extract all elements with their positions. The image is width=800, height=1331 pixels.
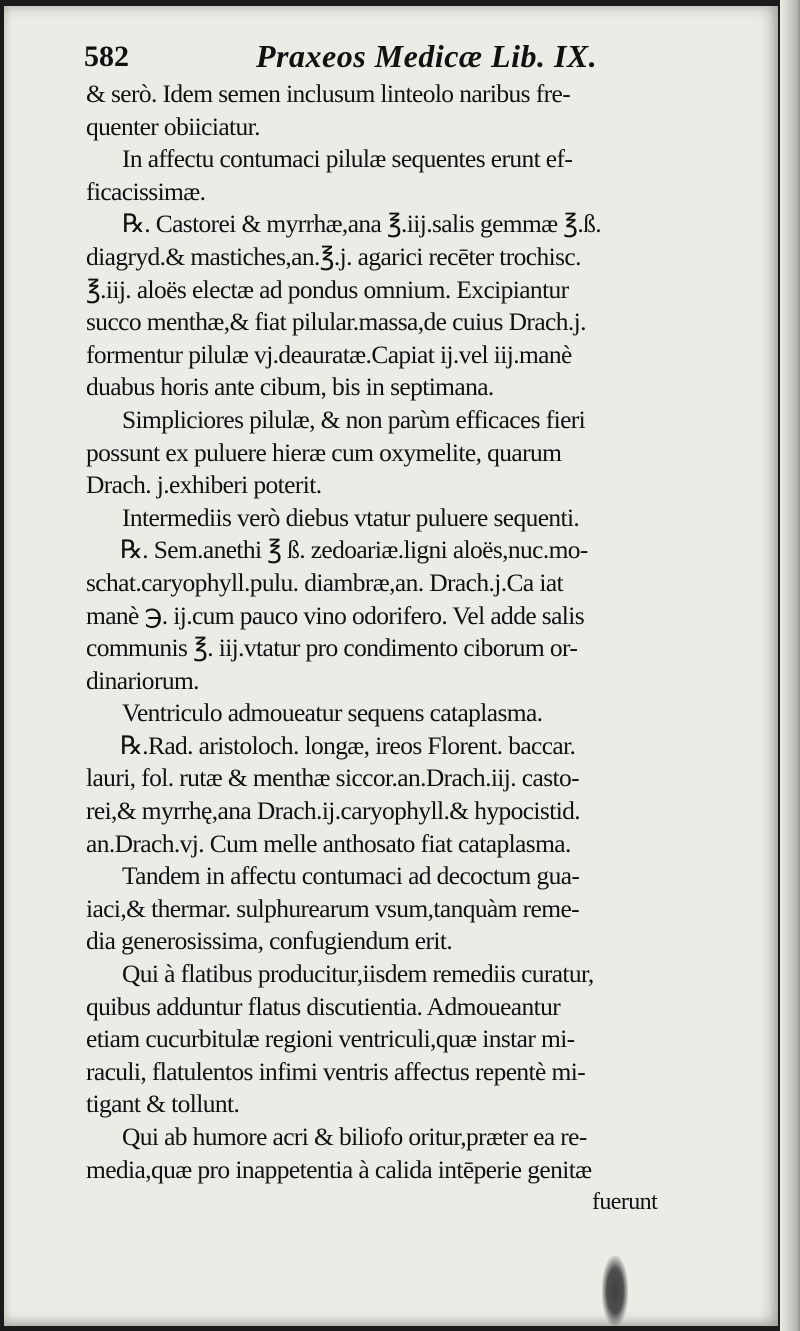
text-line: rei,& myrrhę,ana Drach.ij.caryophyll.& hypocistid.	[86, 796, 581, 826]
text-line: duabus horis ante cibum, bis in septimana.	[86, 372, 494, 402]
text-line: lauri, fol. rutæ & menthæ siccor.an.Drach.iij. casto-	[86, 763, 580, 793]
text-line: possunt ex puluere hieræ cum oxymelite, quarum	[86, 437, 562, 467]
text-line: manè ℈. ij.cum pauco vino odorifero. Vel adde salis	[86, 600, 585, 630]
text-line: dinariorum.	[86, 665, 199, 695]
page-number: 582	[84, 40, 129, 73]
text-line: raculi, flatulentos infimi ventris affectus repentè mi-	[86, 1056, 586, 1086]
text-line: Drach. j.exhiberi poterit.	[86, 470, 322, 500]
text-line: Simpliciores pilulæ, & non parùm efficaces fieri	[122, 404, 586, 434]
text-line: ℞. Castorei & myrrhæ,ana ℥.iij.salis gemmæ ℥.ß.	[122, 209, 601, 239]
text-line: Ventriculo admoueatur sequens cataplasma.	[122, 698, 543, 728]
catchword: fuerunt	[592, 1189, 658, 1216]
text-line: dia generosissima, confugiendum erit.	[86, 926, 453, 956]
text-line: tigant & tollunt.	[86, 1089, 240, 1119]
running-head: Praxeos Medicæ Lib. IX.	[256, 38, 598, 74]
text-line: In affectu contumaci pilulæ sequentes erunt ef-	[122, 144, 573, 174]
text-line: ℥.iij. aloës electæ ad pondus omnium. Excipiantur	[86, 274, 569, 304]
text-line: diagryd.& mastiches,an.℥.j. agarici recēter trochisc.	[86, 241, 581, 271]
text-line: Qui ab humore acri & biliofo oritur,præter ea re-	[122, 1122, 587, 1151]
text-line: Intermediis verò diebus vtatur puluere sequenti.	[122, 502, 580, 532]
text-line: ℞.Rad. aristoloch. longæ, ireos Florent. baccar.	[120, 730, 576, 760]
text-line: succo menthæ,& fiat pilular.massa,de cuius Drach.j.	[86, 307, 586, 337]
text-line: formentur pilulæ vj.deauratæ.Capiat ij.vel iij.manè	[86, 339, 572, 369]
text-line: & serò. Idem semen inclusum linteolo naribus fre-	[86, 79, 571, 108]
text-line: ficacissimæ.	[86, 176, 206, 206]
page-header	[84, 38, 644, 78]
text-line: etiam cucurbitulæ regioni ventriculi,quæ instar mi-	[86, 1024, 575, 1054]
text-line: quenter obiiciatur.	[86, 111, 260, 141]
text-line: media,quæ pro inappetentia à calida intēperie genitæ	[86, 1154, 592, 1184]
text-line: Tandem in affectu contumaci ad decoctum gua-	[122, 861, 580, 891]
text-line: quibus adduntur flatus discutientia. Admoueantur	[86, 991, 561, 1021]
book-page	[4, 6, 778, 1326]
body-text	[86, 78, 776, 1219]
text-line: communis ℥. iij.vtatur pro condimento ciborum or-	[86, 633, 578, 663]
text-line: Qui à flatibus producitur,iisdem remediis curatur,	[122, 959, 594, 989]
text-line: schat.caryophyll.pulu. diambræ,an. Drach.j.Ca iat	[86, 567, 564, 597]
text-line: iaci,& thermar. sulphurearum vsum,tanquàm reme-	[86, 893, 580, 923]
text-line: ℞. Sem.anethi ℥ ß. zedoariæ.ligni aloës,nuc.mo-	[120, 535, 588, 565]
text-line: an.Drach.vj. Cum melle anthosato fiat cataplasma.	[86, 828, 571, 858]
book-gutter-shadow	[780, 0, 800, 1331]
ink-stain	[602, 1256, 628, 1326]
